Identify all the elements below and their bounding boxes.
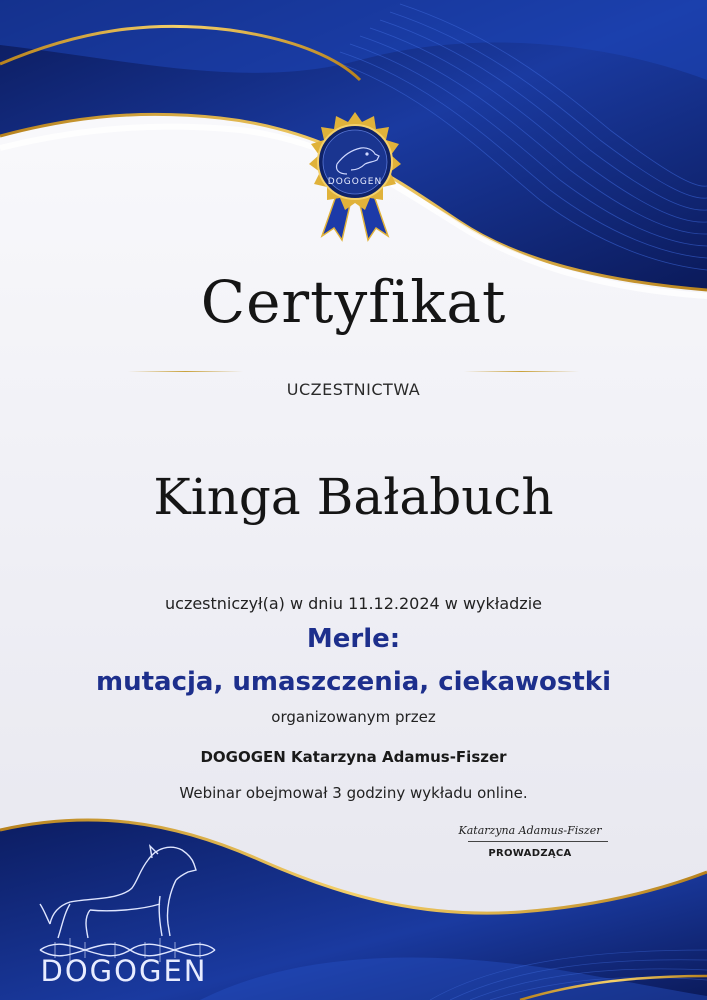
lecture-title-line-2: mutacja, umaszczenia, ciekawostki [96, 667, 611, 697]
seal-badge [300, 110, 410, 245]
webinar-info: Webinar obejmował 3 godziny wykładu online. [179, 784, 528, 802]
organizer-name: DOGOGEN Katarzyna Adamus-Fiszer [200, 748, 507, 766]
organized-by-line: organizowanym przez [271, 708, 436, 726]
certificate-subtitle: UCZESTNICTWA [286, 380, 421, 399]
certificate-title: Certyfikat [200, 268, 507, 336]
divider-left [128, 371, 243, 372]
seal-brand: DOGOGEN [327, 177, 383, 187]
signature-line [468, 841, 608, 842]
participation-line: uczestniczył(a) w dniu 11.12.2024 w wykładzie [165, 594, 542, 613]
signature: Katarzyna Adamus-Fiszer [458, 824, 602, 837]
signature-role: PROWADZĄCA [488, 848, 572, 859]
lecture-title-line-1: Merle: [306, 624, 401, 654]
footer-logo-brand: DOGOGEN [40, 954, 208, 988]
divider-right [464, 371, 579, 372]
participant-name: Kinga Bałabuch [153, 468, 554, 526]
